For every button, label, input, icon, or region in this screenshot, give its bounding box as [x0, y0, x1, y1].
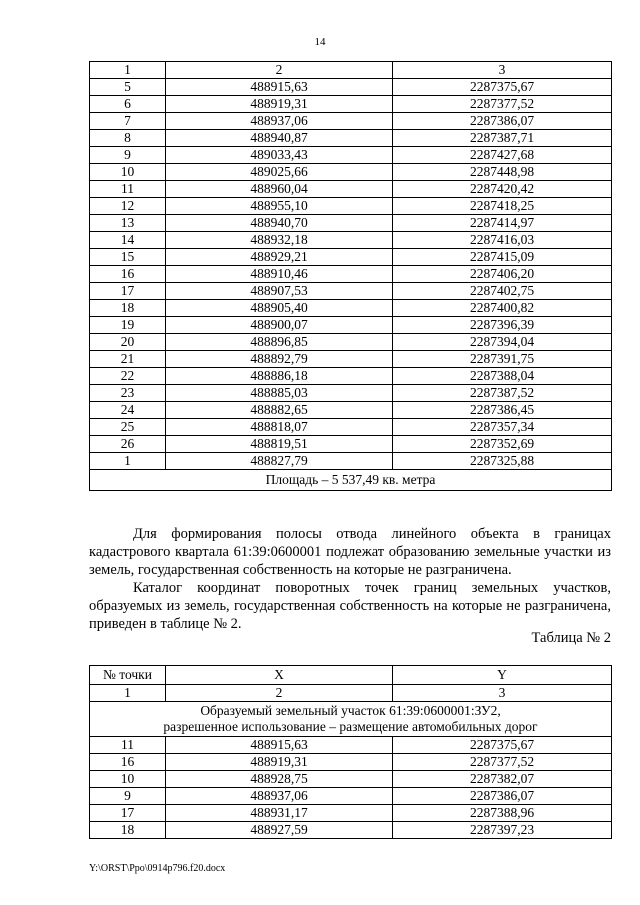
y-coordinate-cell: 2287416,03 — [393, 232, 612, 249]
y-coordinate-cell: 2287386,45 — [393, 402, 612, 419]
point-number-cell: 24 — [90, 402, 166, 419]
header-cell-point: № точки — [90, 666, 166, 685]
x-coordinate-cell: 488960,04 — [166, 181, 393, 198]
table-row — [90, 453, 612, 470]
table-row — [90, 436, 612, 453]
x-coordinate-cell: 488892,79 — [166, 351, 393, 368]
page-number: 14 — [314, 36, 326, 48]
coordinates-table-2-body — [90, 666, 612, 839]
y-coordinate-cell: 2287377,52 — [393, 96, 612, 113]
area-total-cell: Площадь – 5 537,49 кв. метра — [90, 470, 612, 491]
table-row — [90, 822, 612, 839]
table-row — [90, 419, 612, 436]
y-coordinate-cell: 2287386,07 — [393, 113, 612, 130]
y-coordinate-cell: 2287406,20 — [393, 266, 612, 283]
x-coordinate-cell: 488940,87 — [166, 130, 393, 147]
table-header-row — [90, 62, 612, 79]
y-coordinate-cell: 2287377,52 — [393, 754, 612, 771]
table-row — [90, 164, 612, 181]
x-coordinate-cell: 488886,18 — [166, 368, 393, 385]
x-coordinate-cell: 488937,06 — [166, 113, 393, 130]
table-row — [90, 385, 612, 402]
numbering-cell: 2 — [166, 685, 393, 702]
table-row — [90, 198, 612, 215]
x-coordinate-cell: 488919,31 — [166, 754, 393, 771]
y-coordinate-cell: 2287375,67 — [393, 737, 612, 754]
section-usage-line: разрешенное использование – размещение автомобильных дорог — [163, 719, 538, 734]
point-number-cell: 17 — [90, 805, 166, 822]
point-number-cell: 17 — [90, 283, 166, 300]
point-number-cell: 19 — [90, 317, 166, 334]
header-cell-x: X — [166, 666, 393, 685]
point-number-cell: 11 — [90, 737, 166, 754]
x-coordinate-cell: 488915,63 — [166, 737, 393, 754]
y-coordinate-cell: 2287418,25 — [393, 198, 612, 215]
paragraph-formation: Для формирования полосы отвода линейного объекта в границах кадастрового квартала 61:39:0600001 подлежат образованию земельные участки из земель, государственная собственность на которые не разграничена. — [89, 526, 611, 578]
y-coordinate-cell: 2287382,07 — [393, 771, 612, 788]
y-coordinate-cell: 2287402,75 — [393, 283, 612, 300]
point-number-cell: 11 — [90, 181, 166, 198]
x-coordinate-cell: 488955,10 — [166, 198, 393, 215]
table-row — [90, 181, 612, 198]
header-cell: 2 — [166, 62, 393, 79]
point-number-cell: 25 — [90, 419, 166, 436]
table-row — [90, 351, 612, 368]
y-coordinate-cell: 2287391,75 — [393, 351, 612, 368]
x-coordinate-cell: 489033,43 — [166, 147, 393, 164]
point-number-cell: 21 — [90, 351, 166, 368]
x-coordinate-cell: 488900,07 — [166, 317, 393, 334]
table-row — [90, 232, 612, 249]
table-2-caption: Таблица № 2 — [531, 630, 611, 646]
numbering-cell: 1 — [90, 685, 166, 702]
table-row — [90, 147, 612, 164]
x-coordinate-cell: 488905,40 — [166, 300, 393, 317]
table-row — [90, 788, 612, 805]
y-coordinate-cell: 2287427,68 — [393, 147, 612, 164]
numbering-cell: 3 — [393, 685, 612, 702]
y-coordinate-cell: 2287352,69 — [393, 436, 612, 453]
table-row — [90, 402, 612, 419]
table-row — [90, 96, 612, 113]
y-coordinate-cell: 2287396,39 — [393, 317, 612, 334]
x-coordinate-cell: 488885,03 — [166, 385, 393, 402]
point-number-cell: 18 — [90, 300, 166, 317]
y-coordinate-cell: 2287397,23 — [393, 822, 612, 839]
point-number-cell: 10 — [90, 771, 166, 788]
table-row — [90, 283, 612, 300]
table-row — [90, 334, 612, 351]
point-number-cell: 1 — [90, 453, 166, 470]
point-number-cell: 26 — [90, 436, 166, 453]
point-number-cell: 20 — [90, 334, 166, 351]
y-coordinate-cell: 2287387,52 — [393, 385, 612, 402]
table-row — [90, 317, 612, 334]
x-coordinate-cell: 488937,06 — [166, 788, 393, 805]
y-coordinate-cell: 2287357,34 — [393, 419, 612, 436]
point-number-cell: 18 — [90, 822, 166, 839]
x-coordinate-cell: 488932,18 — [166, 232, 393, 249]
area-row — [90, 470, 612, 491]
point-number-cell: 12 — [90, 198, 166, 215]
y-coordinate-cell: 2287388,96 — [393, 805, 612, 822]
table-row — [90, 771, 612, 788]
paragraph-catalog: Каталог координат поворотных точек границ земельных участков, образуемых из земель, государственная собственность на которые не разграничена, приведен в таблице № 2. — [89, 580, 611, 632]
point-number-cell: 13 — [90, 215, 166, 232]
section-row — [90, 702, 612, 737]
point-number-cell: 8 — [90, 130, 166, 147]
point-number-cell: 9 — [90, 147, 166, 164]
table-row — [90, 215, 612, 232]
x-coordinate-cell: 488929,21 — [166, 249, 393, 266]
table-row — [90, 754, 612, 771]
point-number-cell: 6 — [90, 96, 166, 113]
y-coordinate-cell: 2287387,71 — [393, 130, 612, 147]
y-coordinate-cell: 2287400,82 — [393, 300, 612, 317]
table-row — [90, 368, 612, 385]
y-coordinate-cell: 2287415,09 — [393, 249, 612, 266]
land-plot-section-cell — [90, 702, 612, 737]
table-row — [90, 130, 612, 147]
y-coordinate-cell: 2287420,42 — [393, 181, 612, 198]
table-row — [90, 79, 612, 96]
x-coordinate-cell: 488928,75 — [166, 771, 393, 788]
table-row — [90, 266, 612, 283]
y-coordinate-cell: 2287414,97 — [393, 215, 612, 232]
x-coordinate-cell: 488927,59 — [166, 822, 393, 839]
header-cell-y: Y — [393, 666, 612, 685]
y-coordinate-cell: 2287448,98 — [393, 164, 612, 181]
y-coordinate-cell: 2287394,04 — [393, 334, 612, 351]
point-number-cell: 22 — [90, 368, 166, 385]
point-number-cell: 16 — [90, 266, 166, 283]
table-row — [90, 300, 612, 317]
header-cell: 1 — [90, 62, 166, 79]
y-coordinate-cell: 2287325,88 — [393, 453, 612, 470]
table-row — [90, 805, 612, 822]
x-coordinate-cell: 488882,65 — [166, 402, 393, 419]
y-coordinate-cell: 2287375,67 — [393, 79, 612, 96]
x-coordinate-cell: 488907,53 — [166, 283, 393, 300]
x-coordinate-cell: 488940,70 — [166, 215, 393, 232]
x-coordinate-cell: 488827,79 — [166, 453, 393, 470]
x-coordinate-cell: 488919,31 — [166, 96, 393, 113]
table-numbering-row — [90, 685, 612, 702]
point-number-cell: 23 — [90, 385, 166, 402]
point-number-cell: 14 — [90, 232, 166, 249]
table-header-row — [90, 666, 612, 685]
x-coordinate-cell: 488819,51 — [166, 436, 393, 453]
table-row — [90, 113, 612, 130]
point-number-cell: 15 — [90, 249, 166, 266]
table-row — [90, 737, 612, 754]
y-coordinate-cell: 2287388,04 — [393, 368, 612, 385]
x-coordinate-cell: 488910,46 — [166, 266, 393, 283]
point-number-cell: 16 — [90, 754, 166, 771]
coordinates-table-continued — [89, 61, 612, 491]
point-number-cell: 9 — [90, 788, 166, 805]
y-coordinate-cell: 2287386,07 — [393, 788, 612, 805]
header-cell: 3 — [393, 62, 612, 79]
section-title-line: Образуемый земельный участок 61:39:0600001:ЗУ2, — [200, 703, 501, 718]
x-coordinate-cell: 488896,85 — [166, 334, 393, 351]
footer-file-path: Y:\ORST\Ppo\0914p796.f20.docx — [89, 863, 226, 874]
x-coordinate-cell: 489025,66 — [166, 164, 393, 181]
table-row — [90, 249, 612, 266]
point-number-cell: 5 — [90, 79, 166, 96]
x-coordinate-cell: 488915,63 — [166, 79, 393, 96]
coordinates-table-2 — [89, 665, 612, 839]
point-number-cell: 7 — [90, 113, 166, 130]
point-number-cell: 10 — [90, 164, 166, 181]
x-coordinate-cell: 488818,07 — [166, 419, 393, 436]
coordinates-table-body — [90, 62, 612, 491]
x-coordinate-cell: 488931,17 — [166, 805, 393, 822]
